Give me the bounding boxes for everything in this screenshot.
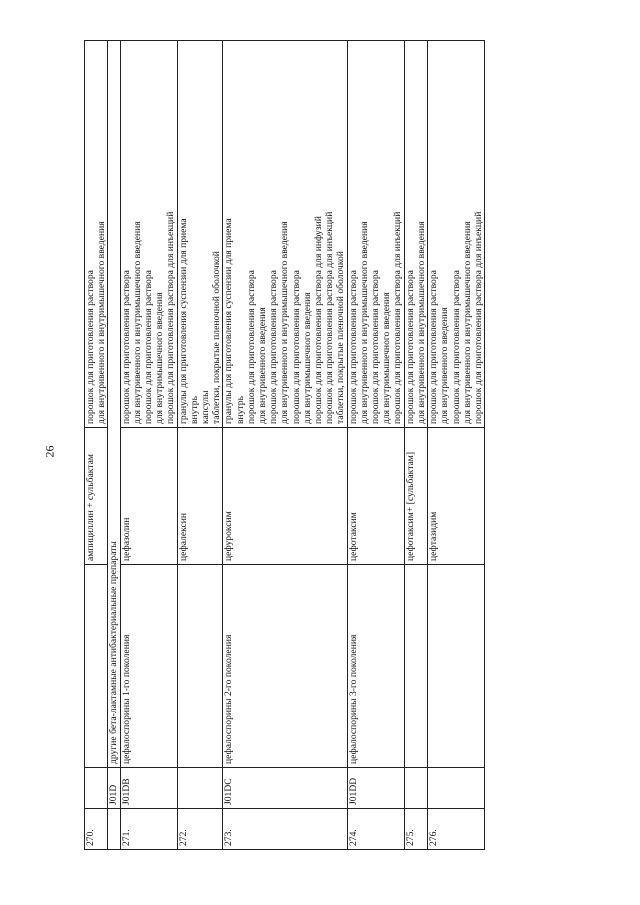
dosage-form-line: порошок для приготовления раствора xyxy=(347,270,359,424)
dosage-form-line: для внутривенного и внутримышечного введения xyxy=(461,221,473,424)
atc-code: J01DC xyxy=(223,768,347,809)
dosage-forms xyxy=(347,41,404,428)
pharmacological-group: цефалоспорины 1-го поколения xyxy=(120,565,177,768)
row-number: 272. xyxy=(177,809,223,850)
drug-name: цефотаксим xyxy=(347,428,404,565)
table-row xyxy=(108,41,120,850)
pharmacological-group xyxy=(404,565,427,768)
dosage-form-line: порошок для приготовления раствора xyxy=(245,270,257,424)
drug-name: цефотаксим+ [сульбактам] xyxy=(404,428,427,565)
dosage-form-line: таблетки, покрытые пленочной оболочкой xyxy=(211,251,223,424)
table-row xyxy=(177,41,223,850)
atc-code: J01DB xyxy=(120,768,177,809)
page-number: 26 xyxy=(42,445,57,458)
dosage-form-line: для внутривенного и внутримышечного введения xyxy=(279,221,291,424)
dosage-form-line: капсулы xyxy=(200,390,212,424)
dosage-form-line: порошок для приготовления раствора для инъекций xyxy=(324,211,336,424)
dosage-form-line: для внутривенного и внутримышечного введения xyxy=(131,221,143,424)
dosage-forms xyxy=(85,41,108,428)
dosage-form-line: для внутривенного введения xyxy=(257,307,269,424)
dosage-forms xyxy=(120,41,177,428)
dosage-form-line: порошок для приготовления раствора xyxy=(290,270,302,424)
dosage-form-line: порошок для приготовления раствора xyxy=(120,270,132,424)
drug-name: ампициллин + сульбактам xyxy=(85,428,108,565)
rotated-sheet xyxy=(84,40,584,850)
dosage-form-line: порошок для приготовления раствора для инфузий xyxy=(313,216,325,424)
drug-name: цефазолин xyxy=(120,428,177,565)
dosage-form-line: для внутривенного и внутримышечного введения xyxy=(96,221,108,424)
dosage-form-line: порошок для приготовления раствора xyxy=(370,270,382,424)
dosage-form-line: порошок для приготовления раствора xyxy=(404,270,416,424)
dosage-form-line: гранулы для приготовления суспензии для приема xyxy=(177,218,189,424)
pharmacological-group: цефалоспорины 2-го поколения xyxy=(223,565,347,768)
dosage-forms xyxy=(223,41,347,428)
dosage-form-line: порошок для приготовления раствора для инъекций xyxy=(472,211,484,424)
row-number: 274. xyxy=(347,809,404,850)
row-number: 275. xyxy=(404,809,427,850)
dosage-form-line: порошок для приготовления раствора для инъекций xyxy=(165,211,177,424)
atc-code: J01D xyxy=(108,768,120,809)
dosage-form-line: порошок для приготовления раствора xyxy=(450,270,462,424)
pharmacological-group xyxy=(85,565,108,768)
atc-code xyxy=(428,768,485,809)
dosage-form-line: для внутримышечного введения xyxy=(301,292,313,424)
dosage-form-line: порошок для приготовления раствора xyxy=(85,270,96,424)
dosage-form-line: порошок для приготовления раствора xyxy=(428,270,440,424)
row-number: 270. xyxy=(85,809,108,850)
dosage-form-line: гранулы для приготовления суспензии для приема xyxy=(223,218,235,424)
table-row xyxy=(85,41,108,850)
row-number: 271. xyxy=(120,809,177,850)
dosage-form-line: для внутривенного и внутримышечного введения xyxy=(358,221,370,424)
atc-code xyxy=(177,768,223,809)
dosage-form-line: порошок для приготовления раствора для инъекций xyxy=(392,211,404,424)
atc-code: J01DD xyxy=(347,768,404,809)
drug-table xyxy=(84,40,485,850)
dosage-form-line: для внутривенного и внутримышечного введения xyxy=(415,221,427,424)
dosage-form-line: для внутривенного введения xyxy=(439,307,451,424)
table-row xyxy=(223,41,347,850)
dosage-form-line: порошок для приготовления раствора xyxy=(143,270,155,424)
dosage-form-line: порошок для приготовления раствора xyxy=(268,270,280,424)
drug-name: цефуроксим xyxy=(223,428,347,565)
dosage-forms xyxy=(404,41,427,428)
dosage-forms xyxy=(177,41,223,428)
dosage-form-line: внутрь xyxy=(234,396,246,424)
dosage-form-line: внутрь xyxy=(188,396,200,424)
dosage-form-line: для внутримышечного введения xyxy=(154,292,166,424)
dosage-forms xyxy=(428,41,485,428)
row-number: 273. xyxy=(223,809,347,850)
table-row xyxy=(120,41,177,850)
row-number xyxy=(108,809,120,850)
atc-code xyxy=(85,768,108,809)
pharmacological-group xyxy=(177,565,223,768)
drug-name: цефтазидим xyxy=(428,428,485,565)
dosage-form-line: таблетки, покрытые пленочной оболочкой xyxy=(335,251,347,424)
dosage-form-line: для внутримышечного введения xyxy=(381,292,393,424)
table-row xyxy=(347,41,404,850)
pharmacological-group xyxy=(428,565,485,768)
pharmacological-group: цефалоспорины 3-го поколения xyxy=(347,565,404,768)
row-number: 276. xyxy=(428,809,485,850)
table-row xyxy=(428,41,485,850)
atc-code xyxy=(404,768,427,809)
table-row xyxy=(404,41,427,850)
pharmacological-group: другие бета-лактамные антибактериальные препараты xyxy=(108,41,120,768)
drug-name: цефалексин xyxy=(177,428,223,565)
